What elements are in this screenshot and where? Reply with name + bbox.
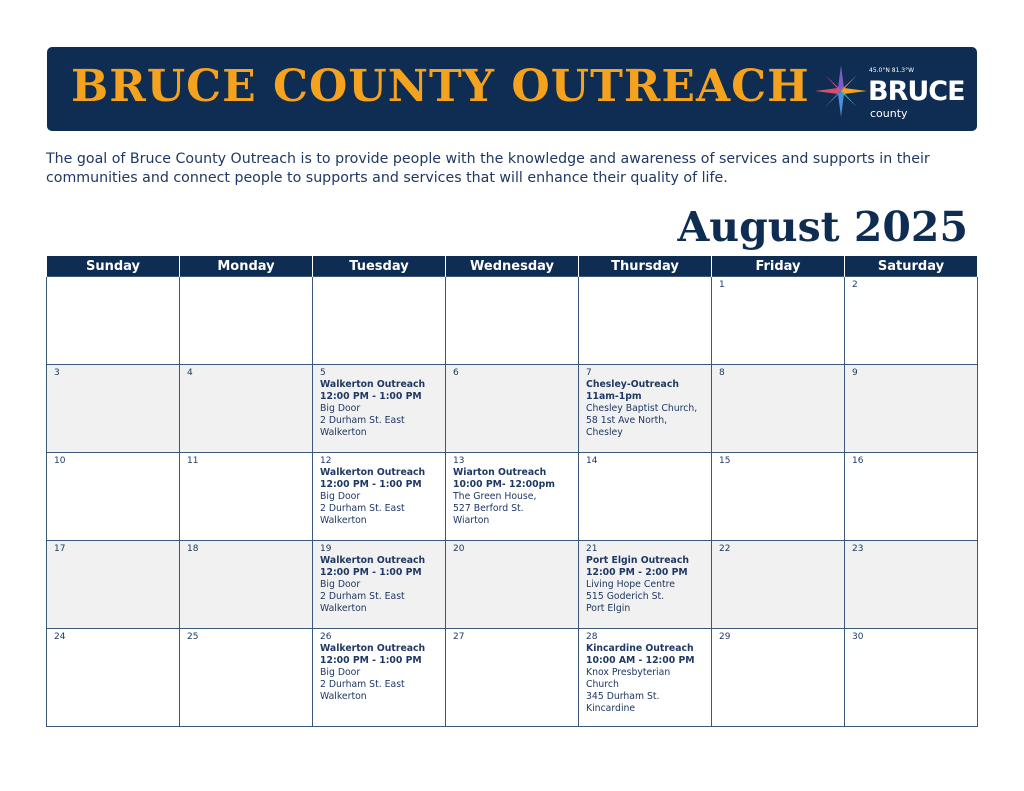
event-title: Walkerton Outreach xyxy=(320,467,426,478)
event-title: Walkerton Outreach xyxy=(320,379,426,390)
day-cell xyxy=(712,365,845,453)
day-cell xyxy=(845,365,978,453)
day-cell xyxy=(845,629,978,727)
day-cell xyxy=(313,629,446,727)
day-cell xyxy=(712,453,845,541)
event-location-line: Church xyxy=(586,679,619,690)
day-cell xyxy=(446,277,579,365)
day-number: 12 xyxy=(320,456,332,466)
day-number: 11 xyxy=(187,456,199,466)
day-cell xyxy=(579,541,712,629)
calendar-body xyxy=(47,277,978,727)
event-location-line: Big Door xyxy=(320,491,361,502)
banner-title: BRUCE COUNTY OUTREACH xyxy=(71,61,810,112)
weekday-header: Friday xyxy=(712,256,845,277)
calendar-week-row xyxy=(47,629,978,727)
day-cell xyxy=(180,365,313,453)
day-number: 30 xyxy=(852,632,864,642)
event-time: 12:00 PM - 1:00 PM xyxy=(320,567,422,578)
day-cell xyxy=(446,365,579,453)
day-number: 23 xyxy=(852,544,864,554)
event-title: Kincardine Outreach xyxy=(586,643,694,654)
event-location-line: 2 Durham St. East xyxy=(320,415,405,426)
day-cell xyxy=(47,453,180,541)
event-location-line: 58 1st Ave North, xyxy=(586,415,668,426)
day-cell xyxy=(313,277,446,365)
day-number: 4 xyxy=(187,368,193,378)
day-number: 26 xyxy=(320,632,332,642)
event-title: Walkerton Outreach xyxy=(320,555,426,566)
event-title: Walkerton Outreach xyxy=(320,643,426,654)
calendar-week-row xyxy=(47,453,978,541)
day-number: 14 xyxy=(586,456,598,466)
intro-paragraph: The goal of Bruce County Outreach is to provide people with the knowledge and awareness of services and supports in their communities and connect people to supports and services that will enhance their quality of life. xyxy=(46,151,930,186)
event-location-line: 345 Durham St. xyxy=(586,691,660,702)
day-cell xyxy=(845,453,978,541)
event-location-line: Walkerton xyxy=(320,515,367,526)
day-cell xyxy=(845,277,978,365)
day-cell xyxy=(313,453,446,541)
weekday-header: Saturday xyxy=(845,256,978,277)
day-number: 18 xyxy=(187,544,199,554)
day-number: 10 xyxy=(54,456,66,466)
day-number: 20 xyxy=(453,544,465,554)
calendar-week-row xyxy=(47,541,978,629)
day-cell xyxy=(845,541,978,629)
weekday-header: Thursday xyxy=(579,256,712,277)
event-location-line: 2 Durham St. East xyxy=(320,591,405,602)
weekday-header: Tuesday xyxy=(313,256,446,277)
event-location-line: Port Elgin xyxy=(586,603,631,614)
day-number: 13 xyxy=(453,456,465,466)
day-cell xyxy=(446,541,579,629)
day-cell xyxy=(313,365,446,453)
day-number: 1 xyxy=(719,280,725,290)
day-cell xyxy=(579,453,712,541)
event-time: 10:00 PM- 12:00pm xyxy=(453,479,555,490)
logo-wordmark: BRUCE xyxy=(868,76,965,107)
day-number: 19 xyxy=(320,544,332,554)
day-number: 8 xyxy=(719,368,725,378)
day-number: 25 xyxy=(187,632,199,642)
day-number: 16 xyxy=(852,456,864,466)
event-location-line: Big Door xyxy=(320,667,361,678)
day-number: 28 xyxy=(586,632,598,642)
event-location-line: 527 Berford St. xyxy=(453,503,524,514)
event-time: 12:00 PM - 1:00 PM xyxy=(320,391,422,402)
weekday-header: Monday xyxy=(180,256,313,277)
day-number: 24 xyxy=(54,632,66,642)
day-number: 7 xyxy=(586,368,592,378)
event-location-line: Big Door xyxy=(320,579,361,590)
day-cell xyxy=(47,365,180,453)
calendar-grid xyxy=(46,255,978,727)
event-location-line: Chesley xyxy=(586,427,623,438)
event-location-line: Walkerton xyxy=(320,427,367,438)
title-banner xyxy=(47,47,977,131)
day-cell xyxy=(180,453,313,541)
month-title: August 2025 xyxy=(677,203,968,251)
day-number: 22 xyxy=(719,544,731,554)
event-location-line: 2 Durham St. East xyxy=(320,679,405,690)
day-cell xyxy=(712,629,845,727)
day-cell xyxy=(313,541,446,629)
event-location-line: The Green House, xyxy=(453,491,537,502)
event-time: 10:00 AM - 12:00 PM xyxy=(586,655,695,666)
day-number: 5 xyxy=(320,368,326,378)
event-location-line: Chesley Baptist Church, xyxy=(586,403,698,414)
day-cell xyxy=(579,365,712,453)
day-number: 6 xyxy=(453,368,459,378)
event-location-line: Wiarton xyxy=(453,515,490,526)
event-location-line: Knox Presbyterian xyxy=(586,667,671,678)
event-title: Port Elgin Outreach xyxy=(586,555,689,566)
day-number: 15 xyxy=(719,456,731,466)
compass-star-icon xyxy=(813,63,869,119)
logo-county-label: county xyxy=(870,107,908,120)
event-location-line: Walkerton xyxy=(320,691,367,702)
day-cell xyxy=(446,629,579,727)
weekday-header: Sunday xyxy=(47,256,180,277)
event-location-line: 515 Goderich St. xyxy=(586,591,665,602)
logo-coordinates: 45.0°N 81.3°W xyxy=(869,67,915,74)
weekday-header-row xyxy=(47,256,978,277)
event-location-line: Big Door xyxy=(320,403,361,414)
bruce-county-logo xyxy=(813,53,965,125)
day-cell xyxy=(579,629,712,727)
day-number: 29 xyxy=(719,632,731,642)
day-cell xyxy=(446,453,579,541)
day-cell xyxy=(47,277,180,365)
event-time: 12:00 PM - 1:00 PM xyxy=(320,655,422,666)
event-location-line: Walkerton xyxy=(320,603,367,614)
event-location-line: Living Hope Centre xyxy=(586,579,675,590)
day-number: 2 xyxy=(852,280,858,290)
day-cell xyxy=(180,277,313,365)
day-cell xyxy=(712,277,845,365)
day-cell xyxy=(712,541,845,629)
day-cell xyxy=(180,541,313,629)
day-number: 27 xyxy=(453,632,465,642)
calendar-week-row xyxy=(47,365,978,453)
event-title: Wiarton Outreach xyxy=(453,467,547,478)
calendar-week-row xyxy=(47,277,978,365)
day-cell xyxy=(579,277,712,365)
event-time: 12:00 PM - 2:00 PM xyxy=(586,567,688,578)
weekday-header: Wednesday xyxy=(446,256,579,277)
day-number: 21 xyxy=(586,544,598,554)
event-title: Chesley-Outreach xyxy=(586,379,679,390)
day-cell xyxy=(47,541,180,629)
event-location-line: 2 Durham St. East xyxy=(320,503,405,514)
event-time: 12:00 PM - 1:00 PM xyxy=(320,479,422,490)
day-number: 17 xyxy=(54,544,66,554)
day-cell xyxy=(47,629,180,727)
day-cell xyxy=(180,629,313,727)
day-number: 9 xyxy=(852,368,858,378)
day-number: 3 xyxy=(54,368,60,378)
event-location-line: Kincardine xyxy=(586,703,636,714)
event-time: 11am-1pm xyxy=(586,391,642,402)
